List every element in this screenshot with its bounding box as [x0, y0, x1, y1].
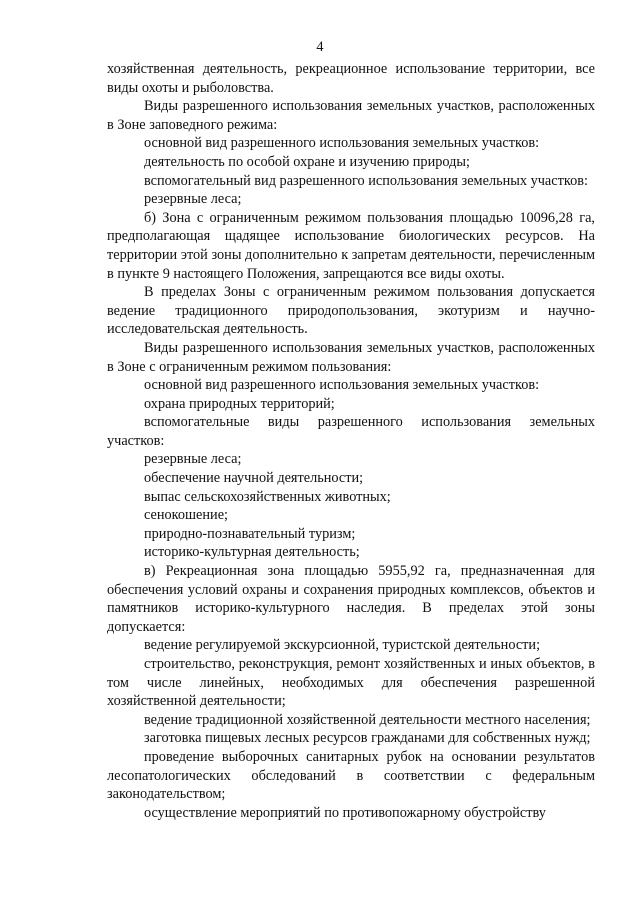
paragraph: заготовка пищевых лесных ресурсов гражданами для собственных нужд;: [144, 730, 591, 747]
paragraph: резервные леса;: [144, 191, 242, 208]
paragraph: осуществление мероприятий по противопожарному обустройству: [144, 804, 546, 821]
paragraph: ведение регулируемой экскурсионной, туристской деятельности;: [144, 637, 541, 654]
paragraph: основной вид разрешенного использования земельных участков:: [144, 135, 540, 152]
paragraph: строительство, реконструкция, ремонт хозяйственных и иных объектов, в том числе линейных, необходимых для обеспечения разрешенной хозяйственной деятельности;: [107, 656, 595, 710]
page-number: 4: [316, 39, 324, 55]
paragraph: б) Зона с ограниченным режимом пользования площадью 10096,28 га, предполагающая щадящее использование биологических ресурсов. На территории этой зоны дополнительно к запретам деятельности, перечисленным в пункте 9 настоящего Положения, запрещаются все виды охоты.: [107, 209, 595, 282]
paragraph: ведение традиционной хозяйственной деятельности местного населения;: [144, 711, 591, 728]
paragraph: резервные леса;: [144, 451, 242, 468]
paragraph: проведение выборочных санитарных рубок на основании результатов лесопатологических обследований в соответствии с федеральным законодательством;: [107, 748, 595, 803]
paragraph: выпас сельскохозяйственных животных;: [144, 488, 391, 505]
paragraph: вспомогательные виды разрешенного использования земельных участков:: [107, 414, 595, 449]
paragraph: природно-познавательный туризм;: [144, 525, 356, 542]
document-body: [107, 60, 595, 822]
paragraph: историко-культурная деятельность;: [144, 544, 360, 561]
paragraph: деятельность по особой охране и изучению природы;: [144, 153, 470, 170]
paragraph: вспомогательный вид разрешенного использования земельных участков:: [144, 172, 588, 189]
paragraph: обеспечение научной деятельности;: [144, 470, 364, 487]
paragraph: Виды разрешенного использования земельных участков, расположенных в Зоне с ограниченным режимом пользования:: [107, 339, 595, 375]
paragraph: хозяйственная деятельность, рекреационное использование территории, все виды охоты и рыболовства.: [107, 61, 595, 96]
paragraph: сенокошение;: [144, 507, 229, 524]
paragraph: в) Рекреационная зона площадью 5955,92 га, предназначенная для обеспечения условий охраны и сохранения природных комплексов, объектов и памятников историко-культурного наследия. В пределах этой зоны допускается:: [107, 563, 595, 635]
paragraph: В пределах Зоны с ограниченным режимом пользования допускается ведение традиционного природопользования, экотуризм и научно-исследовательская деятельность.: [107, 284, 595, 338]
paragraph: охрана природных территорий;: [144, 395, 335, 412]
paragraph: основной вид разрешенного использования земельных участков:: [144, 377, 540, 394]
paragraph: Виды разрешенного использования земельных участков, расположенных в Зоне заповедного режима:: [107, 98, 595, 133]
